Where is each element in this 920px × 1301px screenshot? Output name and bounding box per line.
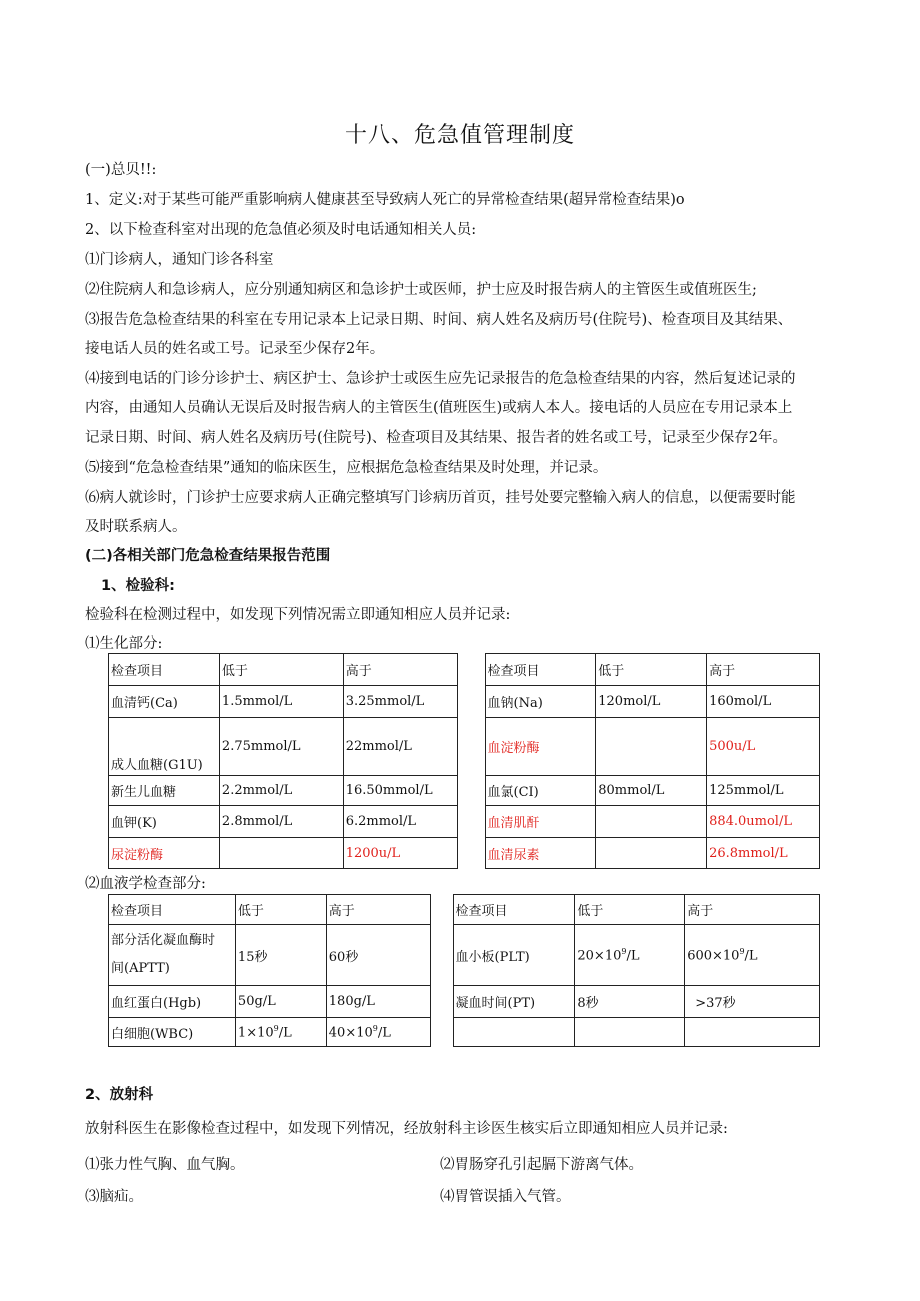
table-row xyxy=(109,838,820,869)
section-general-heading: (一)总贝!!: xyxy=(85,162,157,178)
table-cell xyxy=(109,925,236,986)
table-cell xyxy=(596,806,707,838)
cell-text: 部分活化凝血酶时 xyxy=(111,933,216,948)
table-cell: 2.75mmol/L xyxy=(219,718,343,776)
paragraph-inpatient: ⑵住院病人和急诊病人，应分别通知病区和急诊护士或医师，护士应及时报告病人的主管医生或值班医生; xyxy=(85,282,757,298)
table-cell: 15秒 xyxy=(235,925,326,986)
table-cell: 16.50mmol/L xyxy=(343,776,457,806)
table-cell xyxy=(235,1018,326,1047)
table-cell xyxy=(453,1018,575,1047)
table-header-row xyxy=(109,895,820,925)
paragraph-outpatient-record: ⑹病人就诊时，门诊护士应要求病人正确完整填写门诊病历首页，挂号处要完整输入病人的信息，以便需要时能 xyxy=(85,490,796,506)
table-cell: 血清肌酐 xyxy=(485,806,596,838)
table-cell: 500u/L xyxy=(707,718,820,776)
table-cell: 50g/L xyxy=(235,986,326,1018)
table-cell: 6.2mmol/L xyxy=(343,806,457,838)
paragraph-receive-call: ⑷接到电话的门诊分诊护士、病区护士、急诊护士或医生应先记录报告的危急检查结果的内容，然后复述记录的 xyxy=(85,371,796,387)
header-cell: 检查项目 xyxy=(109,654,220,686)
paragraph-definition: 1、定义:对于某些可能严重影响病人健康甚至导致病人死亡的异常检查结果(超异常检查结果)o xyxy=(85,192,685,208)
biochem-label: ⑴生化部分: xyxy=(85,636,163,652)
lab-intro: 检验科在检测过程中，如发现下列情况需立即通知相应人员并记录: xyxy=(85,607,511,623)
header-cell: 高于 xyxy=(326,895,430,925)
cell-text: 间(APTT) xyxy=(111,961,170,976)
table-row xyxy=(109,986,820,1018)
paragraph-receive-call-cont1: 内容，由通知人员确认无误后及时报告病人的主管医生(值班医生)或病人本人。接电话的人员应在专用记录本上 xyxy=(85,400,793,416)
table-cell: 2.8mmol/L xyxy=(219,806,343,838)
table-cell xyxy=(685,925,820,986)
header-cell: 高于 xyxy=(707,654,820,686)
cell-text: /L xyxy=(377,1025,391,1041)
table-cell: 26.8mmol/L xyxy=(707,838,820,869)
header-cell: 高于 xyxy=(343,654,457,686)
paragraph-receive-call-cont2: 记录日期、时间、病人姓名及病历号(住院号)、检查项目及其结果、报告者的姓名或工号，记录至少保存2年。 xyxy=(85,430,788,446)
cell-text: /L xyxy=(278,1025,292,1041)
table-cell: 血淀粉酶 xyxy=(485,718,596,776)
table-cell: 60秒 xyxy=(326,925,430,986)
header-cell: 低于 xyxy=(235,895,326,925)
radiology-item: ⑵胃肠穿孔引起膈下游离气体。 xyxy=(440,1157,643,1173)
table-row xyxy=(109,718,820,776)
table-cell: 22mmol/L xyxy=(343,718,457,776)
header-cell: 低于 xyxy=(219,654,343,686)
table-cell: 白细胞(WBC) xyxy=(109,1018,236,1047)
exponent: 9 xyxy=(621,946,627,956)
table-cell: 2.2mmol/L xyxy=(219,776,343,806)
header-cell: 低于 xyxy=(596,654,707,686)
table-cell: 125mmol/L xyxy=(707,776,820,806)
table-cell: 8秒 xyxy=(575,986,685,1018)
table-cell: 血小板(PLT) xyxy=(453,925,575,986)
table-cell xyxy=(219,838,343,869)
table-cell: 凝血时间(PT) xyxy=(453,986,575,1018)
header-cell: 低于 xyxy=(575,895,685,925)
table-cell xyxy=(596,838,707,869)
table-row xyxy=(109,806,820,838)
exponent: 9 xyxy=(372,1023,378,1033)
table-cell: 160mol/L xyxy=(707,686,820,718)
paragraph-notify-rule: 2、以下检查科室对出现的危急值必须及时电话通知相关人员: xyxy=(85,222,477,238)
table-cell: 884.0umol/L xyxy=(707,806,820,838)
lab-heading: 1、检验科: xyxy=(101,578,175,594)
cell-text: 40×10 xyxy=(328,1025,373,1041)
cell-text: 1×10 xyxy=(237,1025,274,1041)
table-cell: 血氯(CI) xyxy=(485,776,596,806)
table-cell xyxy=(575,925,685,986)
table-cell: 1200u/L xyxy=(343,838,457,869)
table-cell: 血红蛋白(Hgb) xyxy=(109,986,236,1018)
radiology-item: ⑶脑疝。 xyxy=(85,1189,143,1205)
table-row xyxy=(109,776,820,806)
section-scope-heading: (二)各相关部门危急检查结果报告范围 xyxy=(85,548,331,564)
radiology-item: ⑷胃管误插入气管。 xyxy=(440,1189,571,1205)
table-row xyxy=(109,1018,820,1047)
header-cell: 检查项目 xyxy=(485,654,596,686)
table-cell xyxy=(685,1018,820,1047)
paragraph-outpatient-record-cont: 及时联系病人。 xyxy=(85,519,187,535)
table-cell: 血钾(K) xyxy=(109,806,220,838)
exponent: 9 xyxy=(273,1023,279,1033)
table-cell: 120mol/L xyxy=(596,686,707,718)
hematology-table xyxy=(108,894,820,1047)
hema-label: ⑵血液学检查部分: xyxy=(85,876,206,892)
table-cell xyxy=(596,718,707,776)
header-cell: 检查项目 xyxy=(109,895,236,925)
table-cell: 80mmol/L xyxy=(596,776,707,806)
table-row xyxy=(109,925,820,986)
table-cell xyxy=(326,1018,430,1047)
radiology-item: ⑴张力性气胸、血气胸。 xyxy=(85,1157,245,1173)
paragraph-report-record: ⑶报告危急检查结果的科室在专用记录本上记录日期、时间、病人姓名及病历号(住院号)、检查项目及其结果、 xyxy=(85,312,793,328)
header-cell: 高于 xyxy=(685,895,820,925)
table-cell: 血清尿素 xyxy=(485,838,596,869)
cell-text: /L xyxy=(626,948,640,964)
cell-text: /L xyxy=(744,948,758,964)
table-row xyxy=(109,686,820,718)
radiology-intro: 放射科医生在影像检查过程中，如发现下列情况，经放射科主诊医生核实后立即通知相应人员并记录: xyxy=(85,1121,728,1137)
table-header-row xyxy=(109,654,820,686)
paragraph-outpatient: ⑴门诊病人，通知门诊各科室 xyxy=(85,252,274,268)
header-cell: 检查项目 xyxy=(453,895,575,925)
table-cell xyxy=(575,1018,685,1047)
table-cell: 3.25mmol/L xyxy=(343,686,457,718)
exponent: 9 xyxy=(739,946,745,956)
paragraph-clinician: ⑸接到“危急检查结果”通知的临床医生，应根据危急检查结果及时处理，并记录。 xyxy=(85,460,608,476)
table-cell: 血清钙(Ca) xyxy=(109,686,220,718)
table-cell: >37秒 xyxy=(685,986,820,1018)
cell-text: 20×10 xyxy=(577,948,622,964)
radiology-heading: 2、放射科 xyxy=(85,1087,154,1103)
table-cell: 1.5mmol/L xyxy=(219,686,343,718)
table-cell: 血钠(Na) xyxy=(485,686,596,718)
table-cell: 180g/L xyxy=(326,986,430,1018)
cell-text: 600×10 xyxy=(687,948,740,964)
table-cell: 尿淀粉酶 xyxy=(109,838,220,869)
table-cell: 成人血糖(G1U) xyxy=(109,718,220,776)
paragraph-report-record-cont: 接电话人员的姓名或工号。记录至少保存2年。 xyxy=(85,341,385,357)
table-cell: 新生儿血糖 xyxy=(109,776,220,806)
biochem-table xyxy=(108,653,820,869)
page-title: 十八、危急值管理制度 xyxy=(344,123,575,148)
